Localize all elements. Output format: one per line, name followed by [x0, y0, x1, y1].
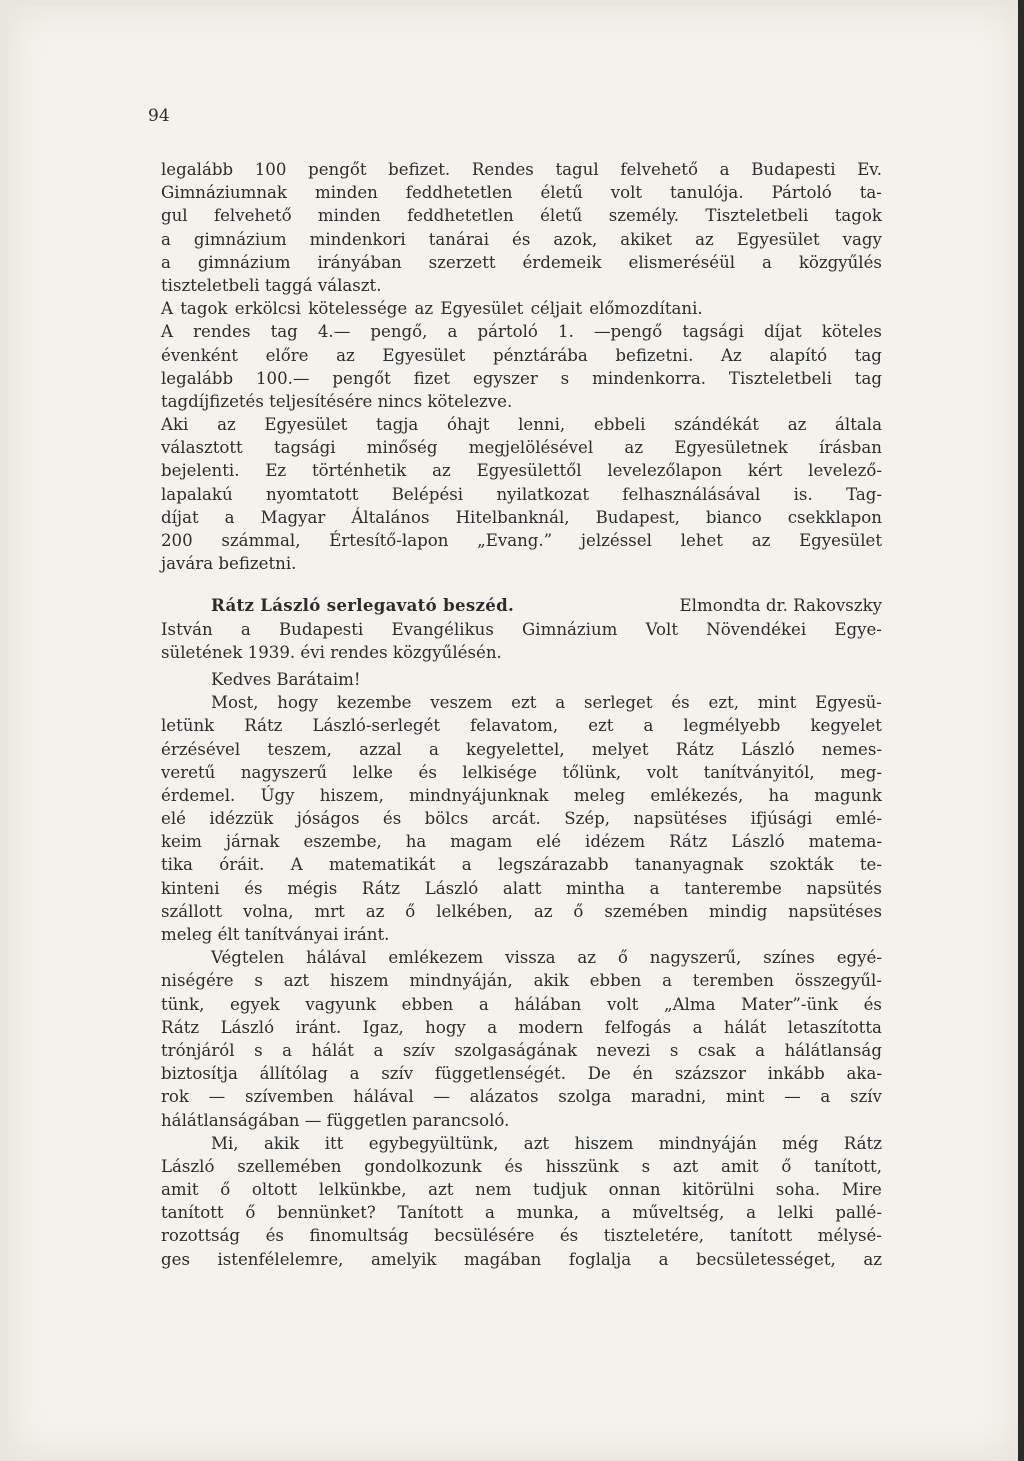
- text-line: [161, 594, 882, 617]
- speech-attribution: Elmondta dr. Rakovszky: [679, 596, 882, 616]
- text-line: A rendes tag 4.— pengő, a pártoló 1. —pengő tagsági díjat köteles: [161, 322, 882, 342]
- text-line: Végtelen hálával emlékezem vissza az ő nagyszerű, színes egyé-: [211, 948, 882, 968]
- text-line: érdemel. Úgy hiszem, mindnyájunknak meleg emlékezés, ha magunk: [161, 785, 882, 805]
- text-line: hálátlanságában — független parancsoló.: [161, 1110, 510, 1130]
- text-line: javára befizetni.: [161, 554, 297, 574]
- text-line: lapalakú nyomtatott Belépési nyilatkozat felhasználásával is. Tag-: [161, 484, 882, 504]
- text-line: keim járnak eszembe, ha magam elé idézem Rátz László matema-: [161, 832, 882, 852]
- scan-edge: [1018, 0, 1024, 1461]
- text-line: a gimnázium irányában szerzett érdemeik elismeréséül a közgyűlés: [161, 252, 882, 272]
- text-line: díjat a Magyar Általános Hitelbanknál, Budapest, bianco csekklapon: [161, 507, 882, 527]
- text-line: tagdíjfizetés teljesítésére nincs kötelezve.: [161, 391, 513, 411]
- text-line: letünk Rátz László-serlegét felavatom, ezt a legmélyebb kegyelet: [161, 716, 882, 736]
- text-line: trónjáról s a hálát a szív szolgaságának nevezi s csak a hálátlanság: [161, 1040, 882, 1060]
- text-line: kinteni és mégis Rátz László alatt mintha a tanterembe napsütés: [161, 878, 882, 898]
- section-gap: [161, 575, 882, 594]
- text-line: Gimnáziumnak minden feddhetetlen életű volt tanulója. Pártoló ta-: [161, 183, 882, 203]
- salutation: Kedves Barátaim!: [211, 669, 361, 689]
- text-line: Mi, akik itt egybegyültünk, azt hiszem mindnyáján még Rátz: [211, 1133, 882, 1153]
- text-line: tika óráit. A matematikát a legszárazabb tananyagnak szokták te-: [161, 855, 882, 875]
- text-line: évenként előre az Egyesület pénztárába befizetni. Az alapító tag: [161, 345, 882, 365]
- text-line: 200 számmal, Értesítő-lapon „Evang.” jelzéssel lehet az Egyesület: [161, 531, 882, 550]
- paragraph-member-duties: [161, 297, 882, 413]
- text-line: niségére s azt hiszem mindnyáján, akik ebben a teremben összegyűl-: [161, 971, 882, 991]
- paragraph-speech-1: [161, 691, 882, 946]
- text-line: rok — szívemben hálával — alázatos szolga maradni, mint — a szív: [161, 1087, 882, 1107]
- text-line: tanított ő bennünket? Tanított a munka, a műveltség, a lelki pallé-: [161, 1203, 882, 1223]
- text-line: László szellemében gondolkozunk és hisszünk s azt amit ő tanított,: [161, 1156, 882, 1176]
- text-line: választott tagsági minőség megjelölésével az Egyesületnek írásban: [161, 438, 882, 458]
- text-line: A tagok erkölcsi kötelessége az Egyesület céljait előmozdítani.: [161, 299, 703, 319]
- text-line: sületének 1939. évi rendes közgyűlésén.: [161, 642, 502, 662]
- text-line: bejelenti. Ez történhetik az Egyesülettől levelezőlapon kért levelező-: [161, 461, 882, 481]
- body-text: [161, 158, 882, 1271]
- paragraph-speech-2: [161, 946, 882, 1132]
- text-line: veretű nagyszerű lelke és lelkisége tőlünk, volt tanítványitól, meg-: [161, 762, 882, 782]
- text-line: Aki az Egyesület tagja óhajt lenni, ebbeli szándékát az általa: [161, 415, 882, 435]
- text-line: rozottság és finomultság becsülésére és tiszteletére, tanított mélysé-: [161, 1226, 882, 1246]
- text-line: Rátz László iránt. Igaz, hogy a modern felfogás a hálát letaszította: [161, 1017, 882, 1037]
- text-line: gul felvehető minden feddhetetlen életű személy. Tiszteletbeli tagok: [161, 206, 882, 226]
- speech-heading: [161, 594, 882, 664]
- text-line: szállott volna, mrt az ő lelkében, az ő szemében mindig napsütéses: [161, 901, 882, 921]
- paragraph-membership-rules: [161, 158, 882, 297]
- text-line: elé idézzük jóságos és bölcs arcát. Szép, napsütéses ifjúsági emlé-: [161, 809, 882, 829]
- text-line: a gimnázium mindenkori tanárai és azok, akiket az Egyesület vagy: [161, 229, 882, 249]
- paragraph-speech-3: [161, 1132, 882, 1271]
- text-line: amit ő oltott lelkünkbe, azt nem tudjuk onnan kitörülni soha. Mire: [161, 1180, 882, 1200]
- speech-title: Rátz László serlegavató beszéd.: [211, 595, 515, 616]
- text-line: biztosítja állítólag a szív függetlenségét. De én százszor inkább aka-: [161, 1064, 882, 1084]
- text-line: Most, hogy kezembe veszem ezt a serleget és ezt, mint Egyesü-: [211, 693, 882, 713]
- text-line: tünk, egyek vagyunk ebben a hálában volt „Alma Mater”-ünk és: [161, 994, 882, 1014]
- text-line: érzésével teszem, azzal a kegyelettel, melyet Rátz László nemes-: [161, 739, 882, 759]
- text-line: meleg élt tanítványai iránt.: [161, 925, 390, 944]
- text-line: legalább 100.— pengőt fizet egyszer s mindenkorra. Tiszteletbeli tag: [161, 368, 882, 388]
- paragraph-joining: [161, 413, 882, 575]
- text-line: legalább 100 pengőt befizet. Rendes tagul felvehető a Budapesti Ev.: [161, 160, 882, 179]
- page-number: 94: [148, 106, 170, 126]
- text-line: ges istenfélelemre, amelyik magában foglalja a becsületességet, az: [161, 1249, 882, 1269]
- text-line: tiszteletbeli taggá választ.: [161, 275, 382, 295]
- text-line: István a Budapesti Evangélikus Gimnázium Volt Növendékei Egye-: [161, 619, 882, 639]
